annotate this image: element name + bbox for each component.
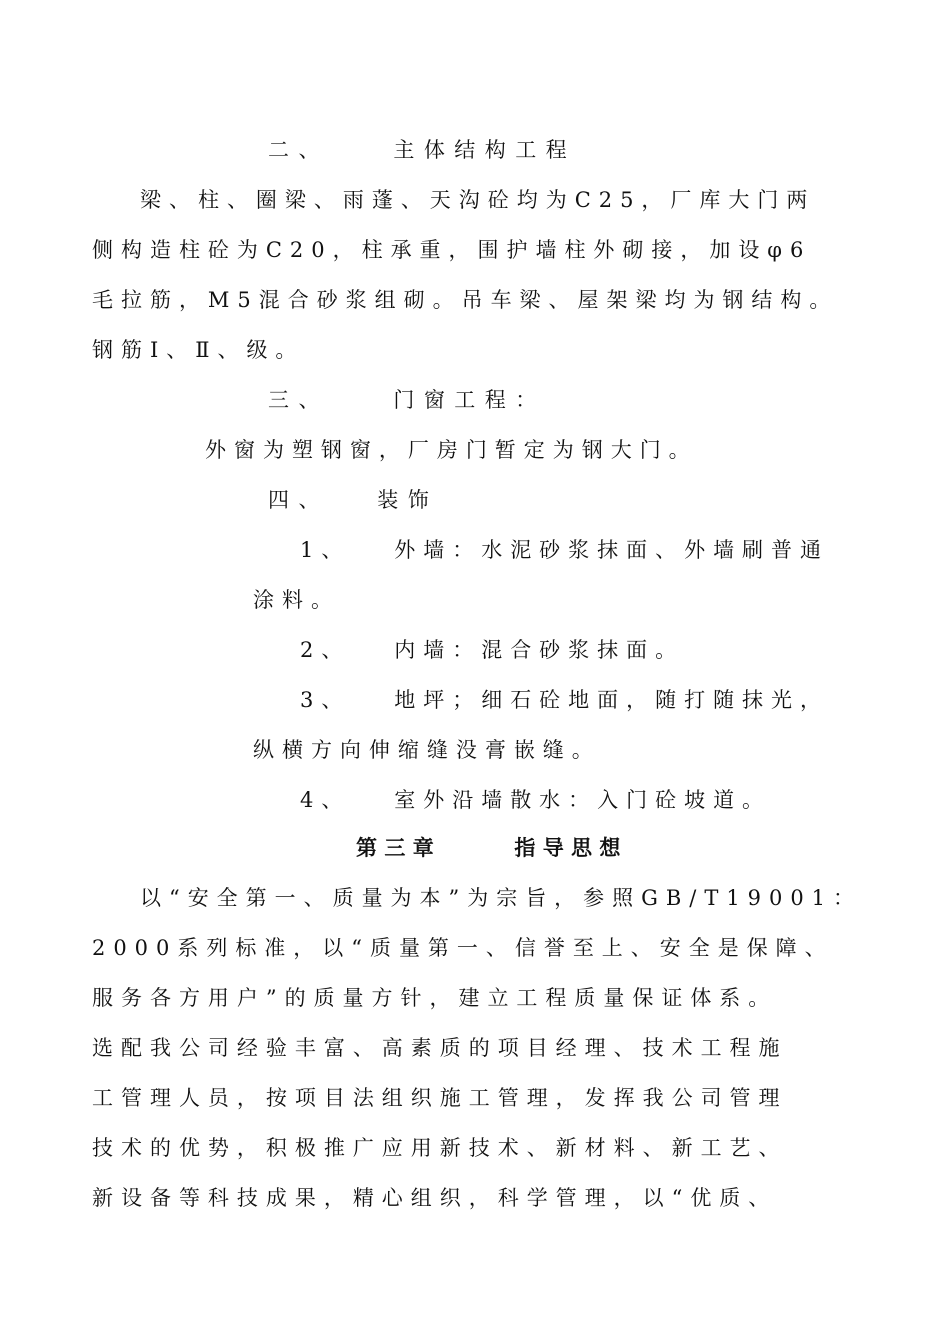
list-item-continuation: 涂料。 bbox=[253, 588, 340, 612]
section-heading-main-structure: 二、 主体结构工程 bbox=[268, 138, 577, 162]
list-item-outdoor-apron: 4、 室外沿墙散水：入门砼坡道。 bbox=[300, 788, 772, 812]
section-heading-decoration: 四、 装饰 bbox=[268, 488, 439, 512]
paragraph-line: 2000系列标准，以“质量第一、信誉至上、安全是保障、 bbox=[92, 936, 834, 960]
list-item-exterior-wall: 1、 外墙：水泥砂浆抹面、外墙刷普通 bbox=[300, 538, 829, 562]
chapter-heading: 第三章 指导思想 bbox=[356, 836, 628, 860]
section-heading-doors-windows: 三、 门窗工程： bbox=[268, 388, 546, 412]
paragraph-line: 技术的优势，积极推广应用新技术、新材料、新工艺、 bbox=[92, 1136, 788, 1160]
paragraph-line: 毛拉筋，M5混合砂浆组砌。吊车梁、屋架梁均为钢结构。 bbox=[92, 288, 839, 312]
paragraph-line: 钢筋Ⅰ、Ⅱ、级。 bbox=[92, 338, 305, 362]
paragraph-line: 工管理人员，按项目法组织施工管理，发挥我公司管理 bbox=[92, 1086, 788, 1110]
list-item-interior-wall: 2、 内墙：混合砂浆抹面。 bbox=[300, 638, 685, 662]
paragraph-line: 梁、柱、圈梁、雨蓬、天沟砼均为C25，厂库大门两 bbox=[140, 188, 816, 212]
list-item-continuation: 纵横方向伸缩缝没膏嵌缝。 bbox=[253, 738, 601, 762]
paragraph-line: 侧构造柱砼为C20，柱承重，围护墙柱外砌接，加设φ6 bbox=[92, 238, 812, 262]
paragraph-line: 服务各方用户”的质量方针，建立工程质量保证体系。 bbox=[92, 986, 778, 1010]
paragraph-line: 外窗为塑钢窗，厂房门暂定为钢大门。 bbox=[205, 438, 698, 462]
paragraph-line: 新设备等科技成果，精心组织，科学管理，以“优质、 bbox=[92, 1186, 778, 1210]
paragraph-line: 以“安全第一、质量为本”为宗旨，参照GB/T19001： bbox=[140, 886, 863, 910]
paragraph-line: 选配我公司经验丰富、高素质的项目经理、技术工程施 bbox=[92, 1036, 788, 1060]
list-item-floor: 3、 地坪；细石砼地面，随打随抹光， bbox=[300, 688, 829, 712]
